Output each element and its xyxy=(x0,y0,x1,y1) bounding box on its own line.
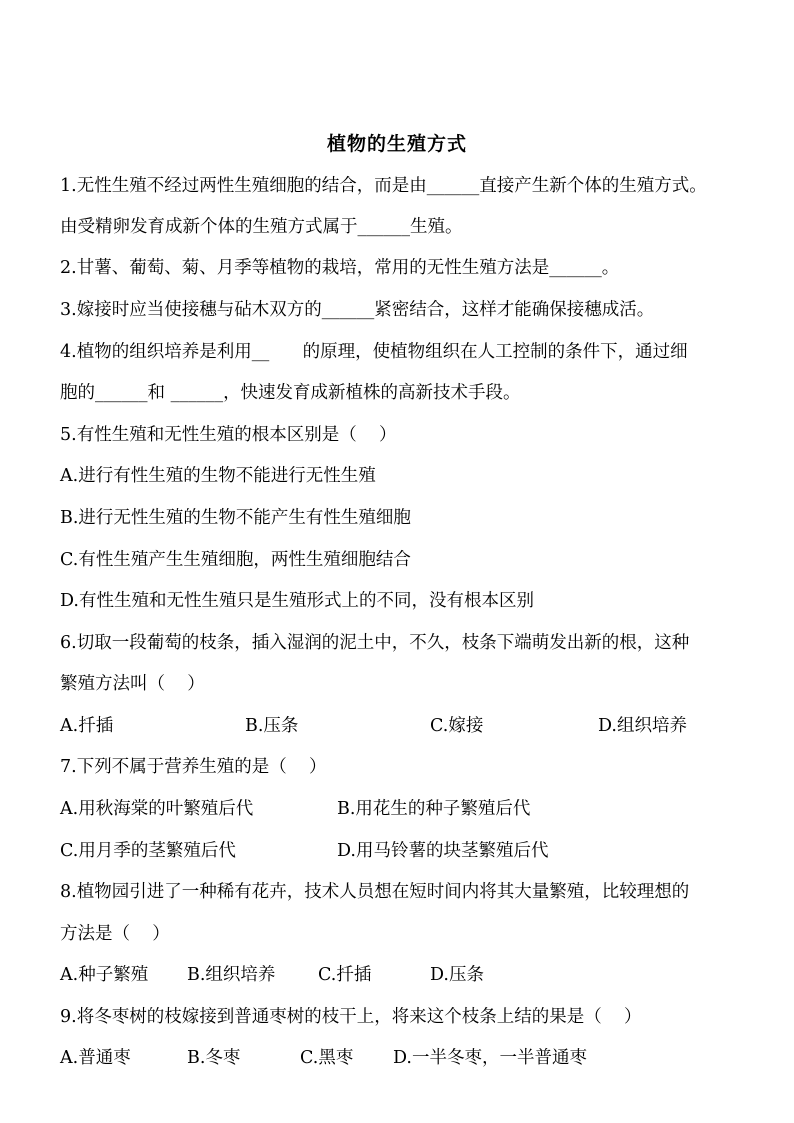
q9-option-a: A.普通枣 xyxy=(60,1048,131,1068)
q1-line2: 由受精卵发育成新个体的生殖方式属于______生殖。 xyxy=(60,217,463,237)
q7-option-a: A.用秋海棠的叶繁殖后代 xyxy=(60,799,254,819)
worksheet-title: 植物的生殖方式 xyxy=(326,133,467,155)
q6-option-d: D.组织培养 xyxy=(598,716,687,736)
q9-option-d: D.一半冬枣，一半普通枣 xyxy=(393,1048,587,1068)
q6-option-b: B.压条 xyxy=(245,716,299,736)
q5-option-a: A.进行有性生殖的生物不能进行无性生殖 xyxy=(60,466,376,486)
q2-line: 2.甘薯、葡萄、菊、月季等植物的栽培，常用的无性生殖方法是______。 xyxy=(60,258,620,278)
q4-line2: 胞的______和 ______，快速发育成新植株的高新技术手段。 xyxy=(60,383,521,403)
q7-option-b: B.用花生的种子繁殖后代 xyxy=(337,799,531,819)
q8-option-b: B.组织培养 xyxy=(187,965,276,985)
q7-option-c: C.用月季的茎繁殖后代 xyxy=(60,841,236,861)
q4-line1: 4.植物的组织培养是利用__ 的原理，使植物组织在人工控制的条件下，通过细 xyxy=(60,342,688,362)
q8-option-d: D.压条 xyxy=(430,965,484,985)
q6-option-c: C.嫁接 xyxy=(430,716,484,736)
q6-stem-line1: 6.切取一段葡萄的枝条，插入湿润的泥土中，不久，枝条下端萌发出新的根，这种 xyxy=(60,633,690,653)
q5-option-d: D.有性生殖和无性生殖只是生殖形式上的不同，没有根本区别 xyxy=(60,591,534,611)
q7-stem: 7.下列不属于营养生殖的是（ ） xyxy=(60,757,327,777)
q9-stem: 9.将冬枣树的枝嫁接到普通枣树的枝干上，将来这个枝条上结的果是（ ） xyxy=(60,1007,642,1027)
q8-stem-line1: 8.植物园引进了一种稀有花卉，技术人员想在短时间内将其大量繁殖，比较理想的 xyxy=(60,882,690,902)
q5-option-b: B.进行无性生殖的生物不能产生有性生殖细胞 xyxy=(60,508,411,528)
q9-option-c: C.黑枣 xyxy=(300,1048,354,1068)
q6-stem-line2: 繁殖方法叫（ ） xyxy=(60,674,205,694)
q8-option-a: A.种子繁殖 xyxy=(60,965,149,985)
q8-option-c: C.扦插 xyxy=(318,965,372,985)
q5-stem: 5.有性生殖和无性生殖的根本区别是（ ） xyxy=(60,425,397,445)
q9-option-b: B.冬枣 xyxy=(187,1048,241,1068)
q7-option-d: D.用马铃薯的块茎繁殖后代 xyxy=(337,841,549,861)
q8-stem-line2: 方法是（ ） xyxy=(60,924,170,944)
q6-option-a: A.扦插 xyxy=(60,716,114,736)
q1-line1: 1.无性生殖不经过两性生殖细胞的结合，而是由______直接产生新个体的生殖方式。 xyxy=(60,176,707,196)
q5-option-c: C.有性生殖产生生殖细胞，两性生殖细胞结合 xyxy=(60,550,411,570)
q3-line: 3.嫁接时应当使接穗与砧木双方的______紧密结合，这样才能确保接穗成活。 xyxy=(60,300,655,320)
